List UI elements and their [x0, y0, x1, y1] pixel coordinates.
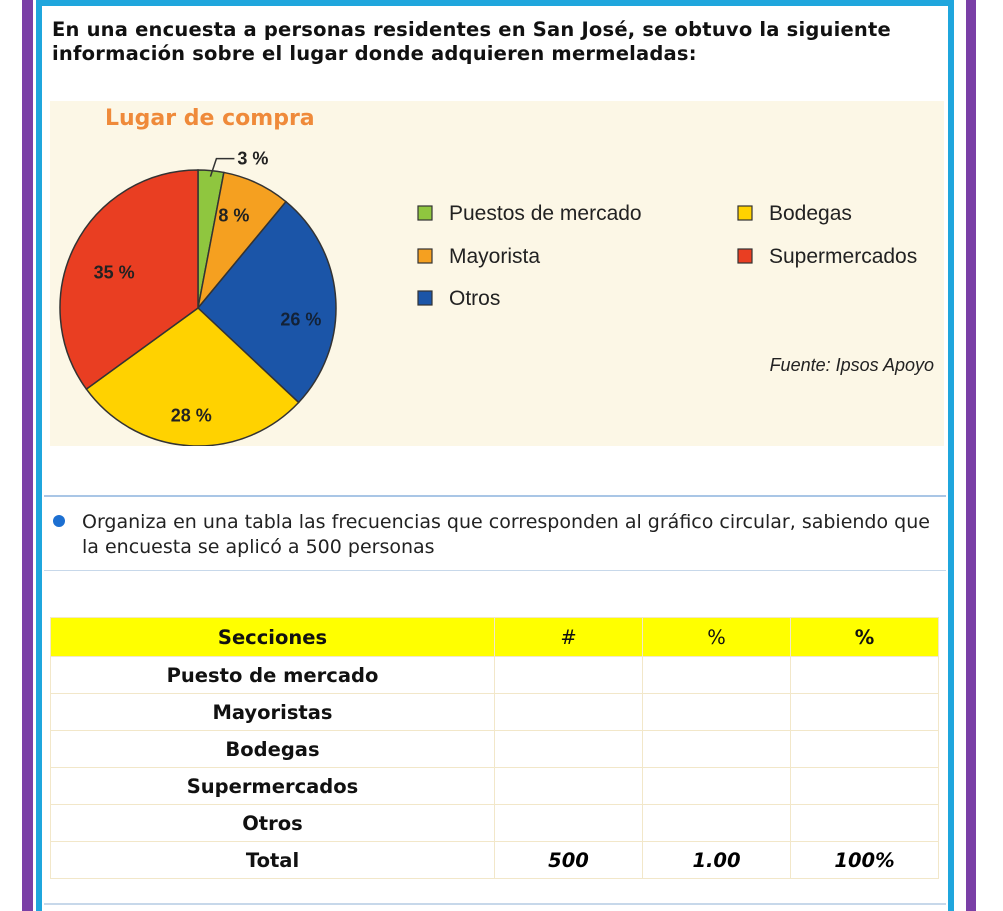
row-label: Puesto de mercado	[51, 657, 495, 694]
cell-count[interactable]	[495, 657, 643, 694]
total-count: 500	[495, 842, 643, 879]
legend-label: Mayorista	[449, 245, 541, 268]
cell-relative[interactable]	[643, 805, 791, 842]
legend-label: Puestos de mercado	[449, 202, 642, 225]
row-label: Otros	[51, 805, 495, 842]
total-label: Total	[51, 842, 495, 879]
instruction-text: Organiza en una tabla las frecuencias que corresponden al gráfico circular, sabiendo que la encuesta se aplicó a 500 personas	[82, 511, 930, 558]
table-row	[51, 694, 939, 731]
frame-right-border	[966, 0, 976, 911]
cell-count[interactable]	[495, 768, 643, 805]
frame-left-border	[22, 0, 33, 911]
cell-percent[interactable]	[791, 768, 939, 805]
header-percentage: %	[791, 618, 939, 657]
legend-item-otros	[418, 287, 500, 310]
section-divider	[44, 570, 946, 571]
problem-heading: En una encuesta a personas residentes en San José, se obtuvo la siguiente información sobre el lugar donde adquieren mermeladas:	[52, 18, 891, 65]
cell-percent[interactable]	[791, 805, 939, 842]
frame-inner-left-border	[36, 0, 42, 911]
slice-label-supermercados: 35 %	[93, 262, 135, 283]
legend-item-puestos-de-mercado	[418, 202, 642, 225]
legend-swatch	[738, 206, 752, 220]
total-relative: 1.00	[643, 842, 791, 879]
table-row	[51, 768, 939, 805]
table-row	[51, 805, 939, 842]
cell-count[interactable]	[495, 731, 643, 768]
slice-label-mayorista: 8 %	[218, 205, 250, 226]
cell-count[interactable]	[495, 805, 643, 842]
header-secciones: Secciones	[51, 618, 495, 657]
frequency-table	[50, 617, 939, 879]
header-count: #	[495, 618, 643, 657]
bullet-icon	[53, 515, 65, 527]
cell-relative[interactable]	[643, 657, 791, 694]
frame-top-border	[36, 0, 954, 6]
cell-percent[interactable]	[791, 694, 939, 731]
legend-label: Otros	[449, 287, 501, 310]
section-divider	[44, 903, 946, 905]
row-label: Bodegas	[51, 731, 495, 768]
legend-swatch	[418, 291, 432, 305]
legend-item-bodegas	[738, 202, 852, 225]
chart-source: Fuente: Ipsos Apoyo	[769, 355, 934, 375]
chart-title: Lugar de compra	[105, 106, 315, 131]
total-row	[51, 842, 939, 879]
cell-relative[interactable]	[643, 694, 791, 731]
cell-relative[interactable]	[643, 731, 791, 768]
slice-label-otros: 26 %	[280, 309, 322, 330]
total-percent: 100%	[791, 842, 939, 879]
legend-label: Bodegas	[769, 202, 852, 225]
cell-percent[interactable]	[791, 731, 939, 768]
legend-swatch	[418, 206, 432, 220]
slice-label-puestos-de-mercado: 3 %	[237, 148, 269, 169]
row-label: Mayoristas	[51, 694, 495, 731]
legend-swatch	[738, 249, 752, 263]
legend-item-mayorista	[418, 245, 540, 268]
legend-label: Supermercados	[769, 245, 918, 268]
legend-item-supermercados	[738, 245, 917, 268]
legend-swatch	[418, 249, 432, 263]
pie-chart-panel	[50, 101, 944, 446]
section-divider	[44, 495, 946, 497]
cell-count[interactable]	[495, 694, 643, 731]
header-relative-frequency: %	[643, 618, 791, 657]
frame-inner-right-border	[948, 0, 954, 911]
table-row	[51, 731, 939, 768]
cell-percent[interactable]	[791, 657, 939, 694]
pie-chart	[50, 101, 944, 446]
table-row	[51, 657, 939, 694]
slice-label-bodegas: 28 %	[170, 405, 212, 426]
row-label: Supermercados	[51, 768, 495, 805]
cell-relative[interactable]	[643, 768, 791, 805]
